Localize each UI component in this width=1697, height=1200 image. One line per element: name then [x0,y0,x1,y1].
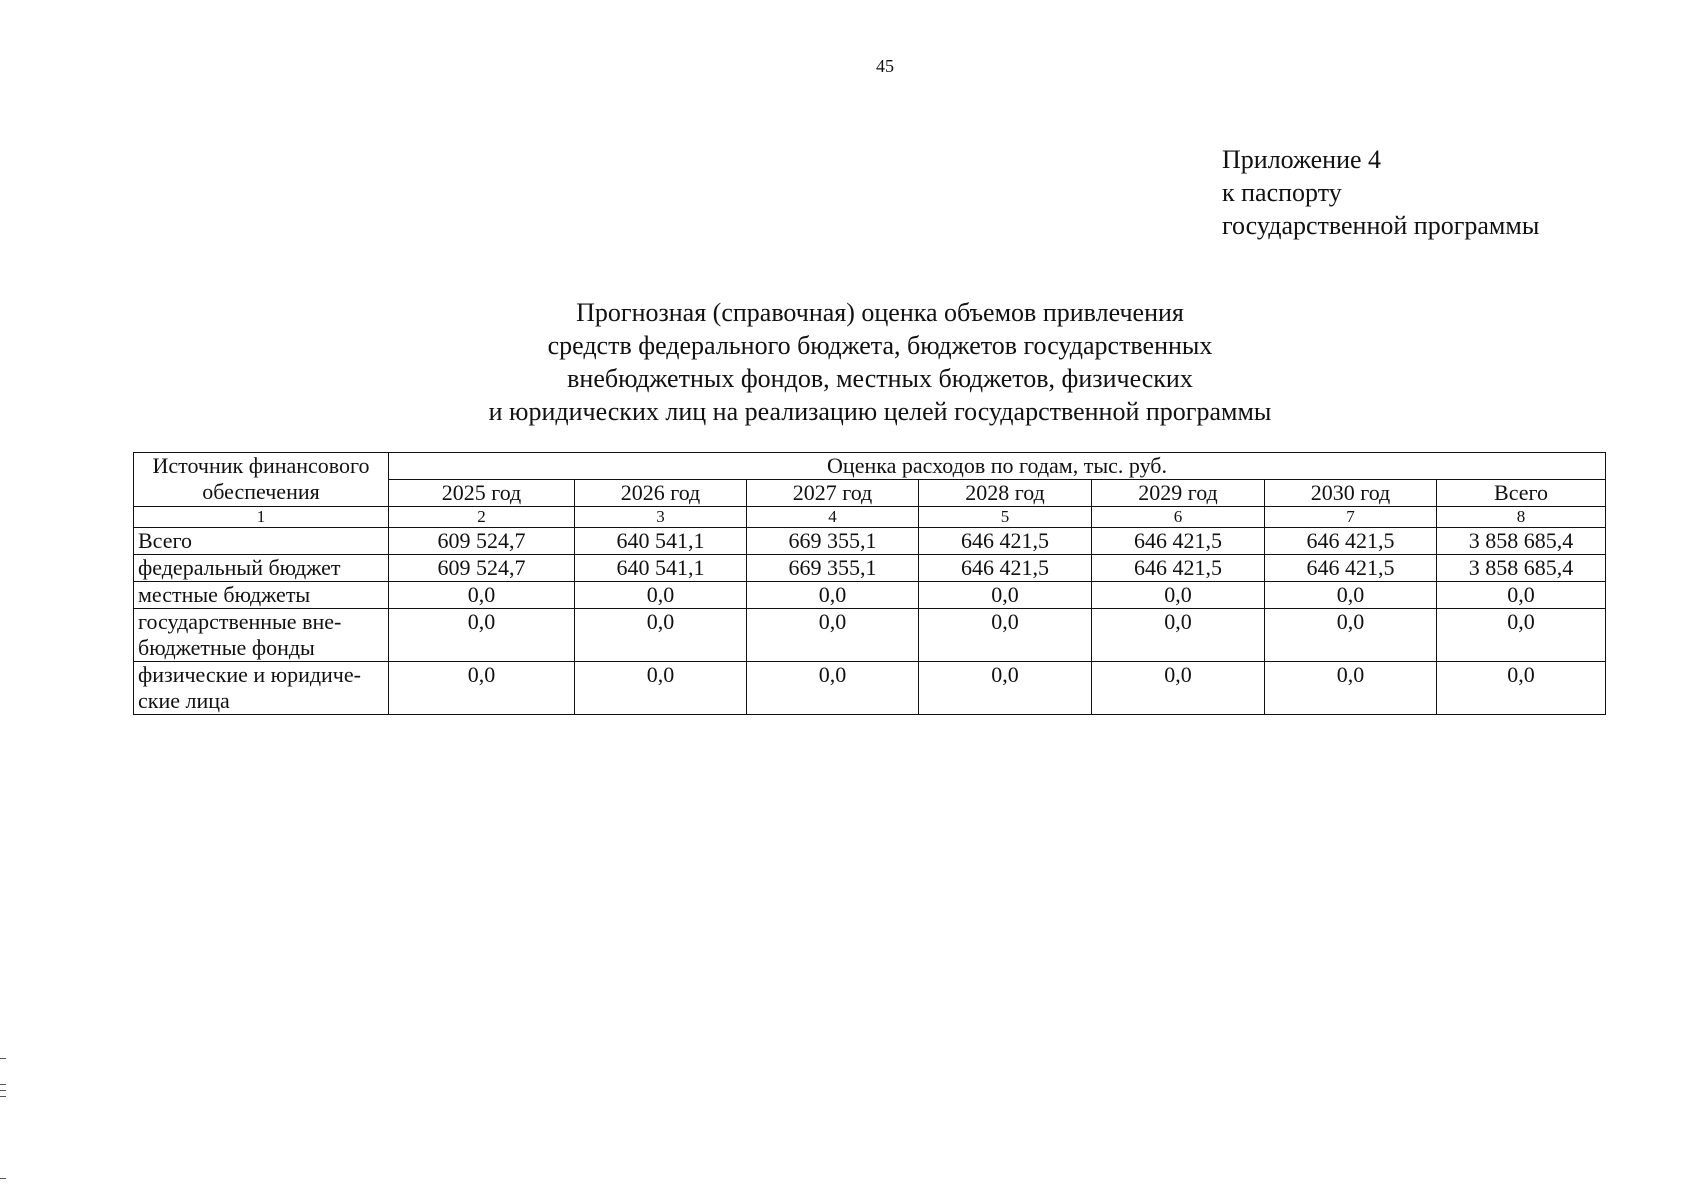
table-row [134,528,1606,555]
table-cell: 0,0 [1437,662,1606,715]
appendix-line: Приложение 4 [1222,145,1382,174]
year-header: 2030 год [1265,480,1437,507]
table-cell: 3 858 685,4 [1437,528,1606,555]
table-cell: 669 355,1 [747,528,919,555]
page-number: 45 [876,56,894,76]
table-cell: 0,0 [1092,582,1265,609]
table-cell: 0,0 [747,609,919,662]
table-cell: 0,0 [1437,582,1606,609]
table-cell: 0,0 [575,662,747,715]
table-cell: 646 421,5 [919,555,1092,582]
column-number: 7 [1265,507,1437,528]
year-header: 2029 год [1092,480,1265,507]
document-title [330,296,1430,428]
table-cell: 646 421,5 [1265,528,1437,555]
year-header: 2028 год [919,480,1092,507]
table-row [134,555,1606,582]
table-cell: 0,0 [747,582,919,609]
table-cell: 609 524,7 [389,528,575,555]
column-number: 5 [919,507,1092,528]
table-cell: 0,0 [1092,609,1265,662]
title-line: средств федерального бюджета, бюджетов государственных [547,331,1213,360]
table-cell: 0,0 [389,609,575,662]
table-cell: 609 524,7 [389,555,575,582]
column-number-row [134,507,1606,528]
table-cell: 640 541,1 [575,528,747,555]
table-row [134,609,1606,662]
scan-edge-mark [0,1058,6,1059]
table-header-row [134,453,1606,480]
table-cell: 0,0 [919,662,1092,715]
table-cell: 0,0 [919,582,1092,609]
table-row [134,582,1606,609]
column-number: 4 [747,507,919,528]
table-row [134,662,1606,715]
table-cell: 0,0 [1092,662,1265,715]
table-cell: 646 421,5 [919,528,1092,555]
year-header: 2027 год [747,480,919,507]
year-header: 2025 год [389,480,575,507]
table-cell: 646 421,5 [1265,555,1437,582]
row-source: Всего [134,528,389,555]
column-number: 2 [389,507,575,528]
year-header: 2026 год [575,480,747,507]
row-source: федеральный бюджет [134,555,389,582]
table-cell: 646 421,5 [1092,528,1265,555]
scan-edge-mark [0,1090,6,1091]
row-source: государственные вне-бюджетные фонды [134,609,389,662]
estimate-header: Оценка расходов по годам, тыс. руб. [389,453,1606,480]
row-source: местные бюджеты [134,582,389,609]
table-cell: 0,0 [1265,609,1437,662]
column-number: 6 [1092,507,1265,528]
scan-edge-mark [0,1178,6,1179]
row-source: физические и юридиче-ские лица [134,662,389,715]
scan-edge-mark [0,1084,6,1085]
table-cell: 0,0 [1437,609,1606,662]
table-cell: 0,0 [1265,582,1437,609]
title-line: Прогнозная (справочная) оценка объемов привлечения [576,298,1184,327]
table-cell: 640 541,1 [575,555,747,582]
table-cell: 0,0 [389,662,575,715]
column-number: 3 [575,507,747,528]
table-cell: 0,0 [575,609,747,662]
appendix-note [1222,143,1539,242]
table-cell: 0,0 [575,582,747,609]
table-cell: 0,0 [747,662,919,715]
table-cell: 669 355,1 [747,555,919,582]
total-header: Всего [1437,480,1606,507]
column-number: 1 [134,507,389,528]
table-cell: 646 421,5 [1092,555,1265,582]
table-cell: 3 858 685,4 [1437,555,1606,582]
appendix-line: к паспорту [1222,178,1342,207]
title-line: внебюджетных фондов, местных бюджетов, физических [567,364,1193,393]
title-line: и юридических лиц на реализацию целей государственной программы [488,397,1272,426]
table-cell: 0,0 [389,582,575,609]
table-cell: 0,0 [1265,662,1437,715]
column-number: 8 [1437,507,1606,528]
table-cell: 0,0 [919,609,1092,662]
scan-edge-mark [0,1096,6,1097]
financing-table [133,452,1606,715]
appendix-line: государственной программы [1222,211,1540,240]
source-header: Источник финансового обеспечения [134,453,389,507]
